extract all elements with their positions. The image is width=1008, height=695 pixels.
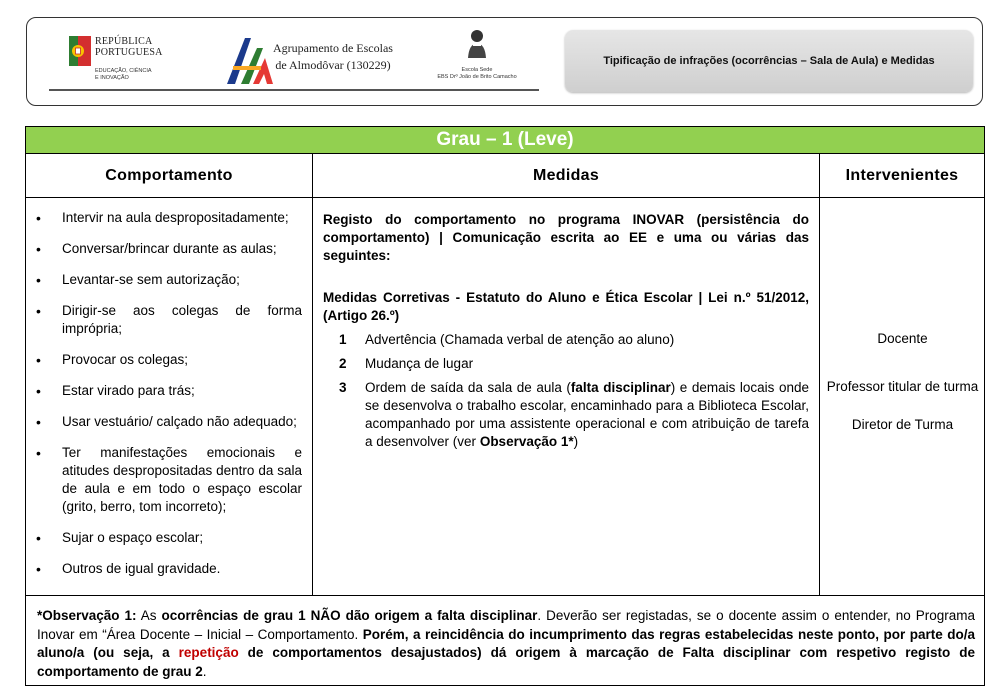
infractions-table — [25, 126, 985, 686]
column-divider — [819, 154, 820, 595]
escola-sede-logo — [427, 28, 527, 81]
list-item: • Estar virado para trás; — [36, 382, 302, 400]
observacao-bold: ocorrências de grau 1 NÃO dão origem a falta disciplinar — [161, 608, 538, 623]
agrupamento-name: Agrupamento de Escolas de Almodôvar (130229) — [273, 41, 393, 72]
document-title-box — [565, 30, 973, 92]
item-text: Mudança de lugar — [365, 356, 474, 371]
list-item: • Conversar/brincar durante as aulas; — [36, 240, 302, 258]
header-divider — [49, 89, 539, 91]
republica-subtitle: EDUCAÇÃO, CIÊNCIA E INOVAÇÃO — [95, 68, 152, 81]
interveniente: Professor titular de turma — [826, 379, 979, 394]
intervenientes-cell — [821, 330, 984, 456]
list-item: • Usar vestuário/ calçado não adequado; — [36, 413, 302, 431]
column-divider — [312, 154, 313, 595]
observacao-highlight: repetição — [178, 645, 239, 660]
medidas-corretivas-heading: Medidas Corretivas - Estatuto do Aluno e Ética Escolar | Lei n.º 51/2012, (Artigo 26.º) — [323, 290, 809, 323]
list-item — [323, 355, 809, 373]
row-divider — [26, 197, 984, 198]
observacao-note — [37, 607, 975, 681]
item-number: 2 — [339, 356, 347, 371]
observacao-reference: Observação 1* — [479, 434, 574, 449]
observacao-bold: Porém, a reincidência do incumprimento das regras estabelecidas neste ponto, por parte do/a aluno/a (ou seja, a — [37, 626, 975, 660]
list-item: • Intervir na aula despropositadamente; — [36, 209, 302, 227]
observacao-text: . Deverão ser registadas, se o docente assim o entender, no Programa Inovar em “Área Docente – Inicial – Comportamento. — [37, 608, 975, 642]
list-item: • Sujar o espaço escolar; — [36, 529, 302, 547]
observacao-text: As — [136, 608, 162, 623]
list-item — [323, 379, 809, 451]
item-text: Ordem de saída da sala de aula ( — [365, 380, 571, 395]
interveniente: Docente — [877, 331, 928, 346]
grau-title: Grau – 1 (Leve) — [436, 129, 574, 150]
item-text: Advertência (Chamada verbal de atenção ao aluno) — [365, 332, 675, 347]
medidas-intro: Registo do comportamento no programa INOVAR (persistência do comportamento) | Comunicação escrita ao EE e uma ou várias das seguintes: — [323, 212, 809, 263]
column-header-medidas: Medidas — [532, 166, 600, 184]
document-title: Tipificação de infrações (ocorrências – Sala de Aula) e Medidas — [603, 55, 935, 67]
escola-sede-text: Escola Sede EBS Drº João de Brito Camacho — [437, 67, 517, 80]
medidas-cell — [323, 211, 809, 457]
item-text: ) e demais locais onde se desenvolva o trabalho escolar, encaminhado para a Biblioteca Escolar, acompanhado por uma assistente operacional e com atribuição de tarefa a desenvolver (ver — [365, 380, 809, 449]
list-item: • Ter manifestações emocionais e atitudes despropositadas dentro da sala de aula e em todo o espaço escolar (grito, berro, tom incorreto); — [36, 444, 302, 516]
row-divider — [26, 595, 984, 596]
comportamento-list — [36, 209, 302, 591]
list-item: • Provocar os colegas; — [36, 351, 302, 369]
column-header-comportamento: Comportamento — [105, 166, 233, 184]
medidas-list — [323, 331, 809, 451]
list-item: • Levantar-se sem autorização; — [36, 271, 302, 289]
bust-portrait-icon — [465, 28, 489, 62]
interveniente: Diretor de Turma — [851, 417, 954, 432]
item-text: ) — [573, 434, 579, 449]
list-item: • Outros de igual gravidade. — [36, 560, 302, 578]
republica-portuguesa-logo — [69, 34, 179, 84]
portugal-emblem-icon — [69, 36, 91, 66]
agrupamento-logo — [219, 30, 279, 86]
list-item: • Dirigir-se aos colegas de forma imprópria; — [36, 302, 302, 338]
item-number: 3 — [339, 380, 347, 395]
list-item — [323, 331, 809, 349]
document-header — [26, 17, 983, 106]
item-text-bold: falta disciplinar — [570, 380, 671, 395]
republica-title: REPÚBLICA PORTUGUESA — [95, 36, 163, 58]
observacao-text: . — [202, 663, 207, 679]
column-header-intervenientes: Intervenientes — [845, 166, 959, 184]
item-number: 1 — [339, 332, 347, 347]
grau-header — [26, 127, 984, 154]
observacao-bold: de comportamentos desajustados) dá origem à marcação de Falta disciplinar com respetivo registo de comportamento de grau 2 — [37, 645, 975, 679]
observacao-label: *Observação 1: — [37, 608, 137, 623]
